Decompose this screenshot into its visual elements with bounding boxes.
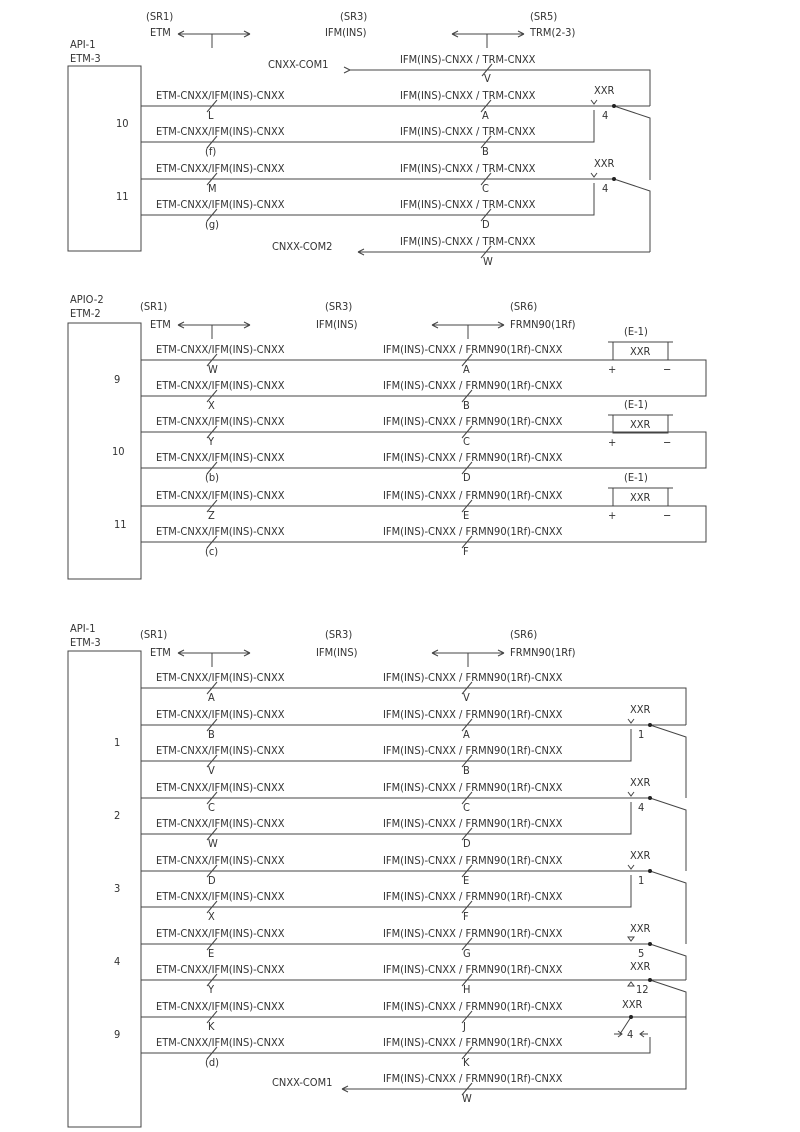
- panel-3-terminal-9-row-1-left-letter: K: [208, 1020, 215, 1033]
- panel-2-terminal-9-row-2-right-letter: B: [463, 399, 470, 412]
- panel-1-terminal-10-row-1-left-letter: L: [208, 109, 214, 122]
- panel-2-terminal-9-component-box: [608, 325, 673, 376]
- panel-2-section-1-name: ETM: [150, 318, 171, 331]
- panel-3-terminal-1-number: 1: [114, 736, 121, 749]
- panel-3-terminal-4-relay-b-number: 12: [636, 983, 649, 996]
- panel-2-terminal-10-row-1-left-letter: Y: [208, 435, 215, 448]
- panel-2-terminal-9-row-1-right: IFM(INS)-CNXX / FRMN90(1Rf)-CNXX: [383, 343, 563, 356]
- panel-1-terminal-11-row-1-right-letter: C: [482, 182, 489, 195]
- panel-3-device-box: [68, 651, 141, 1127]
- panel-3-terminal-2-row-2-right-letter: D: [463, 837, 471, 850]
- panel-1-boundary-arrow-right: [452, 31, 524, 48]
- panel-3-terminal-9-number: 9: [114, 1028, 121, 1041]
- panel-3-terminal-3-wires: [141, 865, 650, 913]
- panel-3-terminal-4-row-2-right: IFM(INS)-CNXX / FRMN90(1Rf)-CNXX: [383, 963, 563, 976]
- panel-2-terminal-11-box-minus: −: [663, 509, 672, 522]
- panel-3-terminal-3-row-2-right: IFM(INS)-CNXX / FRMN90(1Rf)-CNXX: [383, 890, 563, 903]
- panel-2-terminal-10-row-1-right-letter: C: [463, 435, 470, 448]
- panel-2-section-2-tag: (SR3): [325, 300, 353, 313]
- panel-3-terminal-2-relay-node: [648, 796, 652, 800]
- panel-1: [68, 10, 650, 268]
- panel-1-top-feed-label: CNXX-COM1: [268, 58, 329, 71]
- panel-1-terminal-11-row-1-right: IFM(INS)-CNXX / TRM-CNXX: [400, 162, 536, 175]
- panel-2-terminal-9-row-1-left-letter: W: [208, 363, 218, 376]
- panel-2-terminal-11-box-plus: +: [608, 509, 617, 522]
- panel-2-terminal-10-box-plus: +: [608, 436, 617, 449]
- panel-2-terminal-11-row-2-left-letter: (c): [205, 545, 219, 558]
- panel-2-terminal-11-row-2-right: IFM(INS)-CNXX / FRMN90(1Rf)-CNXX: [383, 525, 563, 538]
- panel-1-terminal-10-row-1-left: ETM-CNXX/IFM(INS)-CNXX: [156, 89, 285, 102]
- panel-3-bottom-feed-label: CNXX-COM1: [272, 1076, 333, 1089]
- panel-3-terminal-2-number: 2: [114, 809, 121, 822]
- panel-3-section-2-tag: (SR3): [325, 628, 353, 641]
- panel-3-terminal-4-row-2-right-letter: H: [463, 983, 471, 996]
- panel-3-bottom-feed-mid-letter: W: [462, 1092, 472, 1105]
- panel-1-terminal-10-row-1-right: IFM(INS)-CNXX / TRM-CNXX: [400, 89, 536, 102]
- panel-2-terminal-10-row-1-right: IFM(INS)-CNXX / FRMN90(1Rf)-CNXX: [383, 415, 563, 428]
- panel-3-terminal-4-relay-a-number: 5: [638, 947, 645, 960]
- panel-3-terminal-9-row-1-right: IFM(INS)-CNXX / FRMN90(1Rf)-CNXX: [383, 1000, 563, 1013]
- panel-3-terminal-3-row-2-left-letter: X: [208, 910, 215, 923]
- panel-1-bottom-feed-mid-letter: W: [483, 255, 493, 268]
- panel-3-terminal-1-relay-number: 1: [638, 728, 645, 741]
- panel-2-terminal-11-number: 11: [114, 518, 127, 531]
- panel-1-section-3-name: TRM(2-3): [530, 26, 576, 39]
- panel-1-terminal-11-row-2-left-letter: (g): [205, 218, 220, 231]
- panel-3-terminal-2-relay-number: 4: [638, 801, 645, 814]
- panel-3-terminal-9-row-2-right: IFM(INS)-CNXX / FRMN90(1Rf)-CNXX: [383, 1036, 563, 1049]
- panel-1-terminal-11-relay-number: 4: [602, 182, 609, 195]
- panel-3-terminal-9-row-2-left: ETM-CNXX/IFM(INS)-CNXX: [156, 1036, 285, 1049]
- panel-3-terminal-4-wires: [141, 938, 650, 986]
- panel-3-boundary-arrow-right: [432, 650, 504, 667]
- panel-3-terminal-9-relay-node: [629, 1015, 633, 1019]
- panel-1-device-line-1: API-1: [70, 38, 96, 51]
- panel-2-terminal-11-box-tag: (E-1): [624, 471, 648, 484]
- panel-1-bottom-feed-mid-label: IFM(INS)-CNXX / TRM-CNXX: [400, 235, 536, 248]
- panel-3-terminal-1-row-2-right-letter: B: [463, 764, 470, 777]
- panel-3-terminal-3-row-1-left: ETM-CNXX/IFM(INS)-CNXX: [156, 854, 285, 867]
- panel-3-terminal-4-relay-a-label: XXR: [630, 922, 651, 935]
- panel-1-device-box: [68, 66, 141, 251]
- panel-2-terminal-10-box-label: XXR: [630, 418, 651, 431]
- panel-3-terminal-1-relay-node: [648, 723, 652, 727]
- panel-3-terminal-4-row-1-left: ETM-CNXX/IFM(INS)-CNXX: [156, 927, 285, 940]
- panel-2-terminal-9-row-2-left-letter: X: [208, 399, 215, 412]
- panel-3-terminal-3-relay-number: 1: [638, 874, 645, 887]
- panel-3-terminal-4-row-2-left-letter: Y: [208, 983, 215, 996]
- panel-2-terminal-11-row-1-left: ETM-CNXX/IFM(INS)-CNXX: [156, 489, 285, 502]
- panel-2-section-3-tag: (SR6): [510, 300, 538, 313]
- panel-3-terminal-4-row-2-left: ETM-CNXX/IFM(INS)-CNXX: [156, 963, 285, 976]
- panel-2-terminal-11-row-1-left-letter: Z: [208, 509, 215, 522]
- panel-3-terminal-3-row-1-right-letter: E: [463, 874, 470, 887]
- panel-3-boundary-arrow-left: [178, 650, 250, 667]
- panel-2-terminal-9-number: 9: [114, 373, 121, 386]
- panel-3-terminal-4-relay-b-label: XXR: [630, 960, 651, 973]
- panel-2-terminal-9-box-tag: (E-1): [624, 325, 648, 338]
- panel-3-terminal-3-row-2-right-letter: F: [463, 910, 469, 923]
- panel-2-terminal-10-row-2-right-letter: D: [463, 471, 471, 484]
- panel-3-terminal-1-row-1-left: ETM-CNXX/IFM(INS)-CNXX: [156, 708, 285, 721]
- panel-3-device-line-2: ETM-3: [70, 636, 101, 649]
- panel-1-terminal-11-number: 11: [116, 190, 129, 203]
- panel-3-terminal-2-row-2-left: ETM-CNXX/IFM(INS)-CNXX: [156, 817, 285, 830]
- panel-2-boundary-arrow-left: [178, 322, 250, 339]
- panel-3-terminal-2-relay-label: XXR: [630, 776, 651, 789]
- panel-3-terminal-1-row-1-left-letter: B: [208, 728, 215, 741]
- panel-3-terminal-9-wires: [141, 1011, 650, 1059]
- panel-3-terminal-9-relay-number: 4: [627, 1028, 634, 1041]
- panel-3: [68, 622, 686, 1127]
- panel-3-terminal-2-row-1-right: IFM(INS)-CNXX / FRMN90(1Rf)-CNXX: [383, 781, 563, 794]
- panel-1-bottom-feed-label: CNXX-COM2: [272, 240, 333, 253]
- panel-3-terminal-4-number: 4: [114, 955, 121, 968]
- panel-2-terminal-11-wires: [141, 500, 706, 548]
- panel-1-terminal-11-row-1-left-letter: M: [208, 182, 217, 195]
- panel-3-section-1-tag: (SR1): [140, 628, 168, 641]
- panel-3-top-feed-mid-label: IFM(INS)-CNXX / FRMN90(1Rf)-CNXX: [383, 671, 563, 684]
- panel-1-section-1-tag: (SR1): [146, 10, 174, 23]
- panel-1-terminal-10-row-2-left: ETM-CNXX/IFM(INS)-CNXX: [156, 125, 285, 138]
- panel-3-top-feed-left: ETM-CNXX/IFM(INS)-CNXX: [156, 671, 285, 684]
- panel-3-terminal-2-row-1-left: ETM-CNXX/IFM(INS)-CNXX: [156, 781, 285, 794]
- panel-3-section-2-name: IFM(INS): [316, 646, 358, 659]
- panel-2-terminal-10-row-2-right: IFM(INS)-CNXX / FRMN90(1Rf)-CNXX: [383, 451, 563, 464]
- panel-1-terminal-10-row-2-right: IFM(INS)-CNXX / TRM-CNXX: [400, 125, 536, 138]
- panel-3-terminal-4-row-1-right-letter: G: [463, 947, 471, 960]
- panel-2-terminal-9-box-plus: +: [608, 363, 617, 376]
- panel-2-terminal-10-component-box: [608, 398, 673, 449]
- panel-2-device-line-1: APIO-2: [70, 293, 104, 306]
- panel-1-terminal-11-row-2-left: ETM-CNXX/IFM(INS)-CNXX: [156, 198, 285, 211]
- panel-3-section-1-name: ETM: [150, 646, 171, 659]
- panel-3-device-line-1: API-1: [70, 622, 96, 635]
- panel-3-top-feed-left-letter: A: [208, 691, 215, 704]
- panel-1-section-1-name: ETM: [150, 26, 171, 39]
- panel-1-terminal-10-number: 10: [116, 117, 129, 130]
- panel-3-section-3-name: FRMN90(1Rf): [510, 646, 576, 659]
- panel-2-terminal-10-number: 10: [112, 445, 125, 458]
- panel-2-terminal-10-box-tag: (E-1): [624, 398, 648, 411]
- panel-1-terminal-10-relay-label: XXR: [594, 84, 615, 97]
- panel-2-terminal-10-box-minus: −: [663, 436, 672, 449]
- panel-1-top-feed-mid-letter: V: [484, 72, 491, 85]
- panel-1-terminal-11-relay-contact: [591, 157, 650, 252]
- panel-3-terminal-1-wires: [141, 719, 650, 767]
- panel-1-terminal-10-relay-number: 4: [602, 109, 609, 122]
- panel-3-terminal-2-wires: [141, 792, 650, 840]
- panel-3-terminal-3-row-2-left: ETM-CNXX/IFM(INS)-CNXX: [156, 890, 285, 903]
- panel-1-terminal-10-row-1-right-letter: A: [482, 109, 489, 122]
- panel-3-terminal-1-row-2-right: IFM(INS)-CNXX / FRMN90(1Rf)-CNXX: [383, 744, 563, 757]
- panel-3-section-3-tag: (SR6): [510, 628, 538, 641]
- panel-3-terminal-9-row-1-right-letter: J: [463, 1020, 466, 1033]
- panel-2-section-3-name: FRMN90(1Rf): [510, 318, 576, 331]
- panel-3-terminal-4-row-1-left-letter: E: [208, 947, 215, 960]
- panel-2-terminal-9-row-1-right-letter: A: [463, 363, 470, 376]
- panel-1-terminal-11-relay-label: XXR: [594, 157, 615, 170]
- panel-2-device-line-2: ETM-2: [70, 307, 101, 320]
- panel-3-top-feed-mid-letter: V: [463, 691, 470, 704]
- panel-3-terminal-9-row-2-right-letter: K: [463, 1056, 470, 1069]
- panel-3-terminal-1-row-2-left: ETM-CNXX/IFM(INS)-CNXX: [156, 744, 285, 757]
- panel-2-section-2-name: IFM(INS): [316, 318, 358, 331]
- panel-2-terminal-9-row-2-right: IFM(INS)-CNXX / FRMN90(1Rf)-CNXX: [383, 379, 563, 392]
- panel-2-terminal-9-box-minus: −: [663, 363, 672, 376]
- panel-2-device-box: [68, 323, 141, 579]
- panel-1-terminal-10-wires: [141, 100, 614, 148]
- panel-3-terminal-2-row-1-right-letter: C: [463, 801, 470, 814]
- panel-1-terminal-10-relay-node: [612, 104, 616, 108]
- panel-3-terminal-2-row-2-right: IFM(INS)-CNXX / FRMN90(1Rf)-CNXX: [383, 817, 563, 830]
- panel-3-terminal-4-row-1-right: IFM(INS)-CNXX / FRMN90(1Rf)-CNXX: [383, 927, 563, 940]
- panel-1-terminal-10-row-2-right-letter: B: [482, 145, 489, 158]
- panel-3-terminal-1-row-1-right: IFM(INS)-CNXX / FRMN90(1Rf)-CNXX: [383, 708, 563, 721]
- panel-1-terminal-11-row-2-right: IFM(INS)-CNXX / TRM-CNXX: [400, 198, 536, 211]
- panel-3-terminal-1-row-1-right-letter: A: [463, 728, 470, 741]
- panel-2-terminal-11-row-2-right-letter: F: [463, 545, 469, 558]
- panel-3-terminal-4-relay-a-node: [648, 942, 652, 946]
- panel-3-terminal-1-relay-label: XXR: [630, 703, 651, 716]
- panel-2-terminal-11-row-2-left: ETM-CNXX/IFM(INS)-CNXX: [156, 525, 285, 538]
- panel-3-terminal-2-row-2-left-letter: W: [208, 837, 218, 850]
- panel-3-terminal-1-row-2-left-letter: V: [208, 764, 215, 777]
- panel-2-terminal-9-row-1-left: ETM-CNXX/IFM(INS)-CNXX: [156, 343, 285, 356]
- panel-3-terminal-4-relay-b-node: [648, 978, 652, 982]
- panel-1-boundary-arrow-left: [178, 31, 250, 48]
- panel-1-section-2-name: IFM(INS): [325, 26, 367, 39]
- panel-2-terminal-10-row-2-left-letter: (b): [205, 471, 220, 484]
- panel-1-section-3-tag: (SR5): [530, 10, 558, 23]
- panel-3-terminal-9-row-2-left-letter: (d): [205, 1056, 220, 1069]
- panel-3-terminal-2-row-1-left-letter: C: [208, 801, 215, 814]
- panel-3-terminal-3-number: 3: [114, 882, 121, 895]
- panel-1-device-line-2: ETM-3: [70, 52, 101, 65]
- panel-3-terminal-3-row-1-right: IFM(INS)-CNXX / FRMN90(1Rf)-CNXX: [383, 854, 563, 867]
- panel-2-terminal-11-row-1-right: IFM(INS)-CNXX / FRMN90(1Rf)-CNXX: [383, 489, 563, 502]
- panel-2-terminal-9-wires: [141, 354, 706, 402]
- panel-2-terminal-11-component-box: [608, 471, 673, 522]
- panel-3-terminal-9-row-1-left: ETM-CNXX/IFM(INS)-CNXX: [156, 1000, 285, 1013]
- panel-2: [68, 293, 706, 579]
- panel-3-terminal-3-row-1-left-letter: D: [208, 874, 216, 887]
- panel-2-boundary-arrow-right: [432, 322, 504, 339]
- panel-2-terminal-9-row-2-left: ETM-CNXX/IFM(INS)-CNXX: [156, 379, 285, 392]
- panel-3-terminal-9-relay-label: XXR: [622, 998, 643, 1011]
- panel-3-terminal-3-relay-label: XXR: [630, 849, 651, 862]
- panel-2-terminal-10-row-2-left: ETM-CNXX/IFM(INS)-CNXX: [156, 451, 285, 464]
- panel-3-terminal-9-relay-contact: [614, 998, 686, 1041]
- panel-2-terminal-9-box-label: XXR: [630, 345, 651, 358]
- panel-2-terminal-11-row-1-right-letter: E: [463, 509, 470, 522]
- panel-3-terminal-3-relay-node: [648, 869, 652, 873]
- panel-1-terminal-11-row-1-left: ETM-CNXX/IFM(INS)-CNXX: [156, 162, 285, 175]
- panel-1-terminal-11-row-2-right-letter: D: [482, 218, 490, 231]
- panel-2-terminal-10-row-1-left: ETM-CNXX/IFM(INS)-CNXX: [156, 415, 285, 428]
- panel-1-terminal-11-wires: [141, 173, 614, 221]
- panel-1-terminal-10-row-2-left-letter: (f): [205, 145, 217, 158]
- panel-1-terminal-11-relay-node: [612, 177, 616, 181]
- panel-1-section-2-tag: (SR3): [340, 10, 368, 23]
- panel-2-section-1-tag: (SR1): [140, 300, 168, 313]
- panel-2-terminal-11-box-label: XXR: [630, 491, 651, 504]
- panel-1-top-feed-mid-label: IFM(INS)-CNXX / TRM-CNXX: [400, 53, 536, 66]
- panel-3-bottom-feed-mid-label: IFM(INS)-CNXX / FRMN90(1Rf)-CNXX: [383, 1072, 563, 1085]
